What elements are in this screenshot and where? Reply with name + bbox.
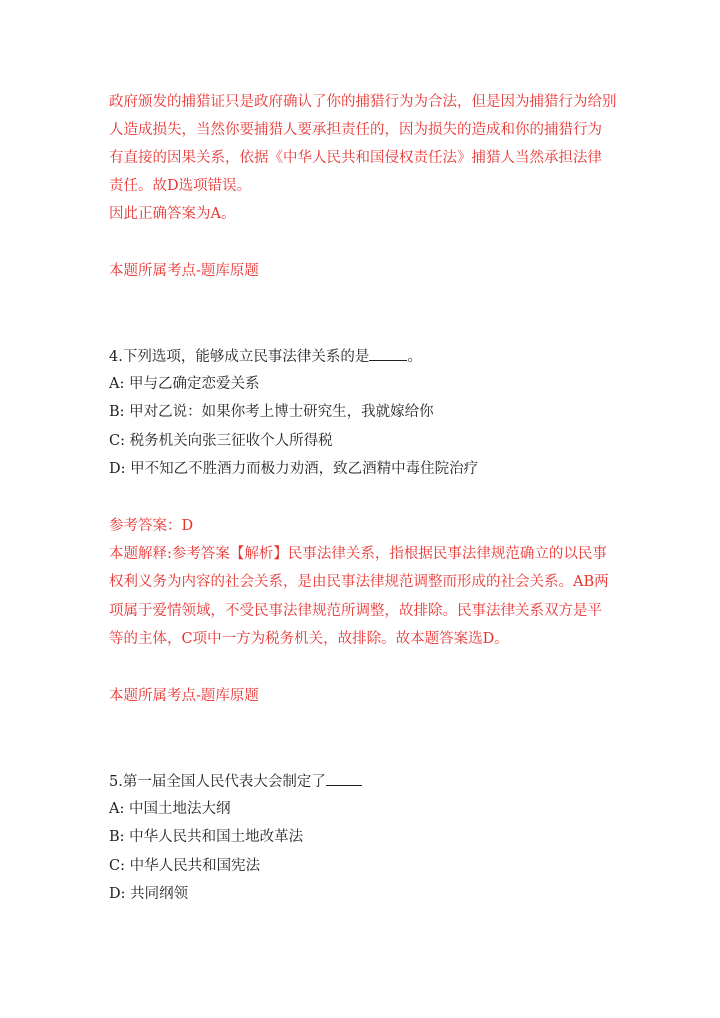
question-4-option-a: A: 甲与乙确定恋爱关系	[109, 376, 260, 392]
question-5-stem-text: 5.第一届全国人民代表大会制定了	[109, 774, 326, 790]
question-4-answer: 参考答案：D	[109, 518, 194, 534]
question-5-option-c: C: 中华人民共和国宪法	[109, 858, 261, 874]
question-4-source-label: 本题所属考点-题库原题	[109, 688, 259, 704]
question-5-option-d: D: 共同纲领	[109, 886, 189, 902]
prev-source-label: 本题所属考点-题库原题	[109, 263, 259, 279]
prev-explanation-line-1: 政府颁发的捕猎证只是政府确认了你的捕猎行为为合法，但是因为捕猎行为给别	[109, 94, 617, 110]
question-4-option-d: D: 甲不知乙不胜酒力而极力劝酒，致乙酒精中毒住院治疗	[109, 461, 479, 477]
question-4-explanation-line-3: 项属于爱情领域，不受民事法律规范所调整，故排除。民事法律关系双方是平	[109, 603, 602, 619]
question-5-option-a: A: 中国土地法大纲	[109, 801, 231, 817]
question-5-stem	[109, 771, 362, 791]
question-4-stem	[109, 346, 422, 366]
question-4-explanation-line-2: 权利义务为内容的社会关系，是由民事法律规范调整而形成的社会关系。AB两	[109, 574, 609, 590]
prev-explanation-line-2: 人造成损失，当然你要捕猎人要承担责任的，因为损失的造成和你的捕猎行为	[109, 122, 602, 138]
answer-blank	[326, 771, 362, 786]
prev-answer-line: 因此正确答案为A。	[109, 206, 236, 222]
answer-blank	[369, 346, 407, 361]
question-4-explanation-line-1: 本题解释:参考答案【解析】民事法律关系，指根据民事法律规范确立的以民事	[109, 546, 607, 562]
question-4-option-b: B: 甲对乙说：如果你考上博士研究生，我就嫁给你	[109, 404, 434, 420]
question-4-stem-end: 。	[407, 349, 422, 365]
prev-explanation-line-4: 责任。故D选项错误。	[109, 178, 252, 194]
question-4-option-c: C: 税务机关向张三征收个人所得税	[109, 433, 333, 449]
prev-explanation-line-3: 有直接的因果关系，依据《中华人民共和国侵权责任法》捕猎人当然承担法律	[109, 150, 602, 166]
question-4-explanation-line-4: 等的主体，C项中一方为税务机关，故排除。故本题答案选D。	[109, 631, 509, 647]
question-5-option-b: B: 中华人民共和国土地改革法	[109, 829, 304, 845]
question-4-stem-text: 4.下列选项，能够成立民事法律关系的是	[109, 349, 370, 365]
